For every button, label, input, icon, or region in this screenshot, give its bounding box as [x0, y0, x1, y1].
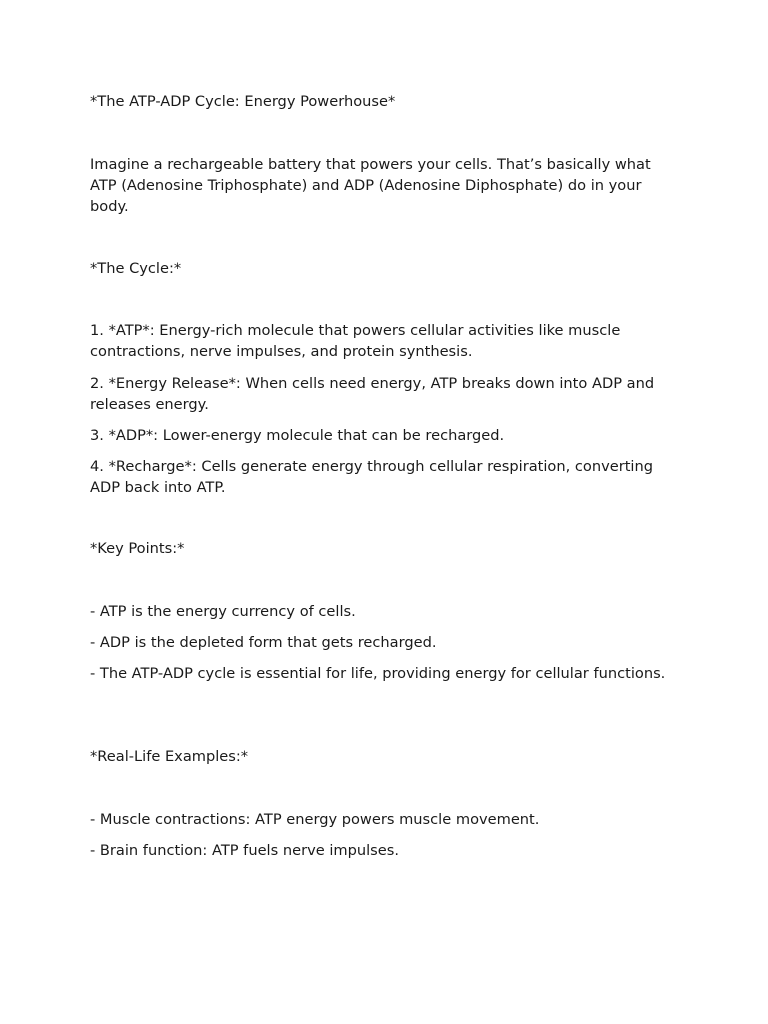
examples-heading: *Real-Life Examples:* [90, 748, 249, 765]
document-title: *The ATP-ADP Cycle: Energy Powerhouse* [90, 93, 396, 110]
cycle-item-recharge: 4. *Recharge*: Cells generate energy through cellular respiration, converting ADP back into ATP. [90, 458, 653, 496]
key-point-item: - The ATP-ADP cycle is essential for life, providing energy for cellular functions. [90, 665, 666, 682]
example-item: - Muscle contractions: ATP energy powers muscle movement. [90, 811, 540, 828]
cycle-item-adp: 3. *ADP*: Lower-energy molecule that can be recharged. [90, 427, 505, 444]
key-point-item: - ADP is the depleted form that gets recharged. [90, 634, 437, 651]
key-points-heading: *Key Points:* [90, 540, 185, 557]
intro-paragraph: Imagine a rechargeable battery that powers your cells. That’s basically what ATP (Adenosine Triphosphate) and ADP (Adenosine Diphosphate) do in your body. [90, 156, 651, 215]
cycle-item-atp: 1. *ATP*: Energy-rich molecule that powers cellular activities like muscle contractions, nerve impulses, and protein synthesis. [90, 322, 621, 360]
key-point-item: - ATP is the energy currency of cells. [90, 603, 356, 620]
cycle-item-energy-release: 2. *Energy Release*: When cells need energy, ATP breaks down into ADP and releases energy. [90, 375, 655, 413]
example-item: - Brain function: ATP fuels nerve impulses. [90, 842, 399, 859]
cycle-heading: *The Cycle:* [90, 260, 182, 277]
